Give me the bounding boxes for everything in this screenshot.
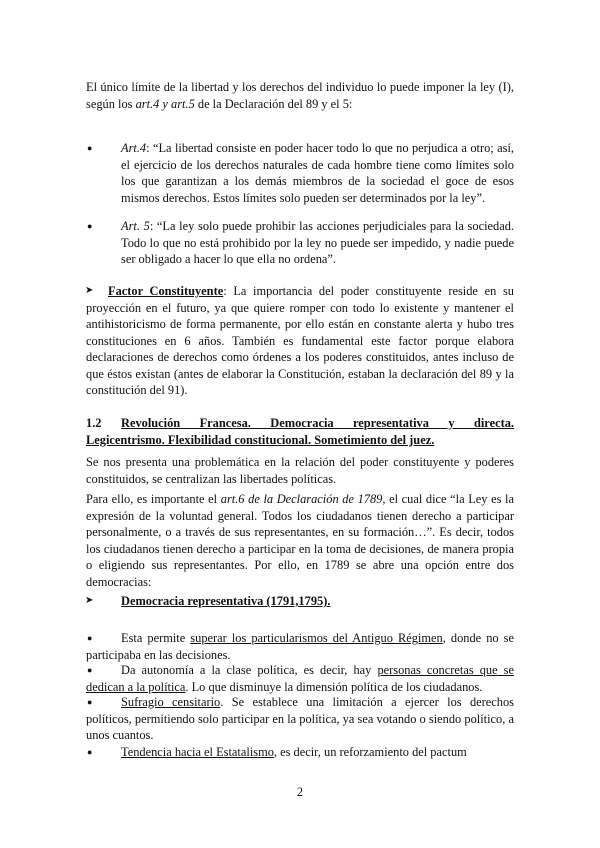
art6-reference: art.6 de la Declaración de 1789 <box>220 492 383 506</box>
democracia-representativa-heading: Democracia representativa (1791,1795). <box>121 594 331 608</box>
page-number: 2 <box>296 785 304 799</box>
arrow-bullet-icon: ➤ <box>85 285 94 296</box>
art4-quote <box>121 140 514 206</box>
underlined-phrase: personas concretas que se dedican a la política <box>86 663 514 694</box>
art6-text-end: , el cual dice “la Ley es la expresión de la voluntad general. Todos los ciudadanos tienen derecho a participar personalmente, o a través de sus representantes, en su formación…”. Es decir, todos los ciudadanos tienen derecho a participar en la toma de decisiones, de manera propia o eligiendo sus representantes. Por ello, en 1789 se abre una opción entre dos democracias: <box>86 492 514 589</box>
bullet-icon: ● <box>87 221 93 231</box>
paragraph-art6 <box>86 491 514 590</box>
list-item: Da autonomía a la clase política, es decir, hay personas concretas que se dedican a la política. Lo que disminuye la dimensión política de los ciudadanos. <box>86 663 514 694</box>
factor-constituyente-paragraph <box>86 283 514 399</box>
paragraph-problematica: Se nos presenta una problemática en la relación del poder constituyente y poderes constituidos, se centralizan las libertades políticas. <box>86 455 514 486</box>
intro-article-refs: art.4 y art.5 <box>135 96 195 111</box>
underlined-phrase: Sufragio censitario <box>121 695 221 709</box>
list-item: Tendencia hacia el Estatalismo, es decir, un reforzamiento del pactum <box>121 745 467 759</box>
intro-text: El único límite de la libertad y los derechos del individuo lo puede imponer la ley (I), según los <box>86 80 514 111</box>
bullet-icon: ● <box>87 633 93 643</box>
factor-title: Factor Constituyente <box>108 284 224 298</box>
bullet-icon: ● <box>87 143 93 153</box>
underlined-phrase: superar los particularismos del Antiguo Régimen <box>190 631 443 645</box>
intro-paragraph <box>86 79 514 112</box>
art4-text: : “La libertad consiste en poder hacer todo lo que no perjudica a otro; así, el ejercicio de los derechos naturales de cada hombre tiene como límites solo los que garantizan a los demás miembros de la sociedad el goce de esos mismos derechos. Estos límites solo pueden ser determinados por la ley”. <box>121 141 514 205</box>
list-item: Sufragio censitario. Se establece una limitación a ejercer los derechos políticos, permitiendo solo participar en la política, ya sea votando o siendo político, a unos cuantos. <box>86 695 514 742</box>
arrow-bullet-icon: ➤ <box>85 595 94 606</box>
intro-text-end: de la Declaración del 89 y el 5: <box>194 96 353 111</box>
underlined-phrase: Tendencia hacia el Estatalismo <box>121 745 274 759</box>
list-item: Esta permite superar los particularismos del Antiguo Régimen, donde no se participaba en las decisiones. <box>86 631 514 662</box>
bullet-icon: ● <box>87 747 93 757</box>
art5-label: Art. 5 <box>121 219 150 233</box>
art6-text-start: Para ello, es importante el <box>86 492 221 506</box>
art5-text: : “La ley solo puede prohibir las acciones perjudiciales para la sociedad. Todo lo que no está prohibido por la ley no puede ser impedido, y nadie puede ser obligado a hacer lo que ella no ordena”. <box>121 219 514 266</box>
art4-label: Art.4 <box>121 141 147 155</box>
section-number: 1.2 <box>86 416 102 430</box>
bullet-icon: ● <box>87 665 93 675</box>
factor-text: : La importancia del poder constituyente reside en su proyección en el futuro, ya que quiere romper con todo lo existente y mantener el antihistoricismo de forma permanente, por ello están en constante alerta y hubo tres constituciones en 6 años. También es fundamental este factor porque elabora declaraciones de derechos como órdenes a los poderes constituidos, antes incluso de que éstos existan (antes de elaborar la Constitución, estaban la declaración del 89 y la constitución del 91). <box>86 284 514 397</box>
bullet-icon: ● <box>87 697 93 707</box>
art5-quote <box>121 218 514 268</box>
section-title: Revolución Francesa. Democracia representativa y directa. Legicentrismo. Flexibilidad constitucional. Sometimiento del juez. <box>86 416 514 447</box>
